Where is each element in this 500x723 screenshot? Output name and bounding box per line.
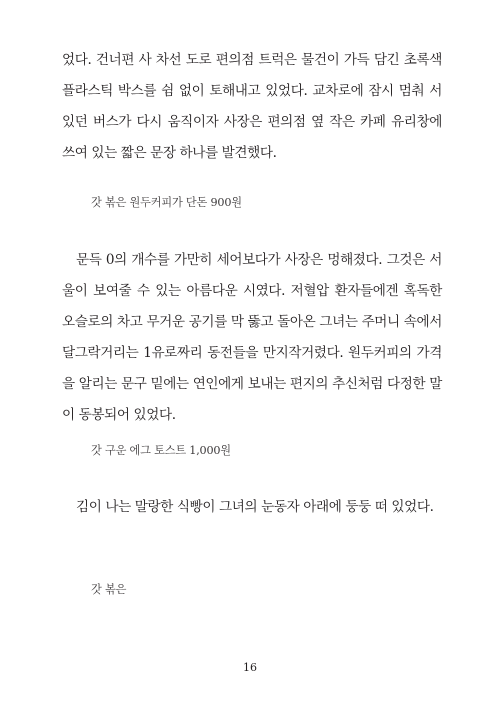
cafe-sign-partial: 갓 볶은 bbox=[91, 583, 127, 596]
cafe-sign-toast: 갓 구운 에그 토스트 1,000원 bbox=[91, 444, 231, 457]
paragraph-bread: 김이 나는 말랑한 식빵이 그녀의 눈동자 아래에 둥둥 떠 있었다. bbox=[76, 499, 434, 515]
paragraph-opening: 었다. 건너편 사 차선 도로 편의점 트럭은 물건이 가득 담긴 초록색 플라스틱 박스를 쉼 없이 토해내고 있었다. 교차로에 잠시 멈춰 서 있던 버스가 다시 움직이자 사장은 편의점 옆 작은 카페 유리창에 쓰여 있는 짧은 문장 하나를 발견했다. bbox=[62, 52, 442, 161]
paragraph-middle: 문득 0의 개수를 가만히 세어보다가 사장은 멍해졌다. 그것은 서울이 보여줄 수 있는 아름다운 시였다. 저혈압 환자들에겐 혹독한 오슬로의 차고 무거운 공기를 막 뚫고 돌아온 그녀는 주머니 속에서 달그락거리는 1유로짜리 동전들을 만지작거렸다. 원두커피의 가격을 알리는 문구 밑에는 연인에게 보내는 편지의 추신처럼 다정한 말이 동봉되어 있었다. bbox=[62, 252, 442, 423]
cafe-sign-coffee: 갓 볶은 원두커피가 단돈 900원 bbox=[91, 196, 242, 209]
page-number: 16 bbox=[243, 661, 257, 674]
